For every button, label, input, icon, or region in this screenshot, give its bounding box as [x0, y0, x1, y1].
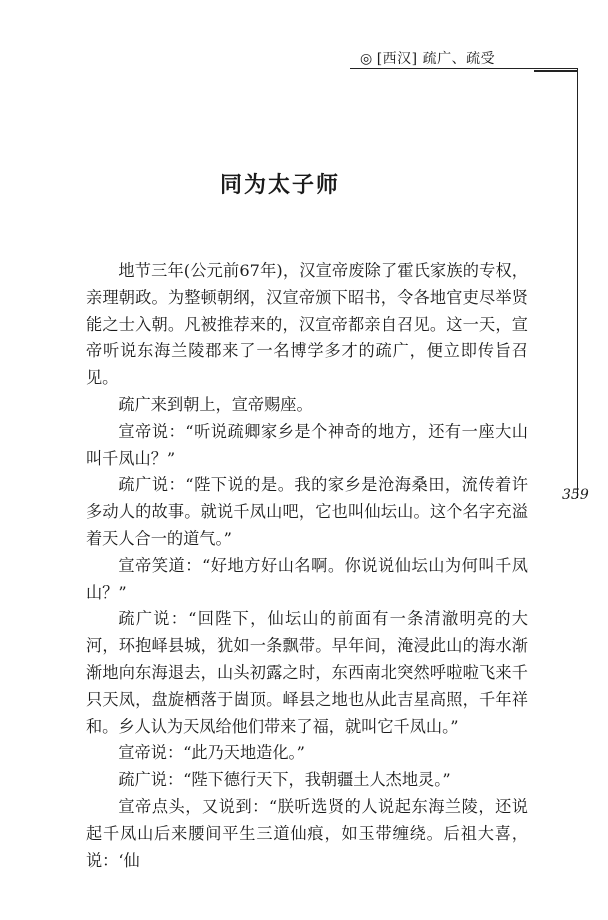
header-rule	[350, 68, 578, 69]
paragraph: 宣帝笑道：“好地方好山名啊。你说说仙坛山为何叫千凤山？”	[86, 555, 528, 602]
header-circle-icon: ◎	[360, 51, 373, 67]
paragraph: 疏广来到朝上，宣帝赐座。	[118, 394, 313, 414]
body-text	[86, 258, 528, 874]
paragraph: 疏广说：“回陛下，仙坛山的前面有一条清澈明亮的大河，环抱峄县城，犹如一条飘带。早年间，淹浸此山的海水渐渐地向东海退去，山头初露之时，东西南北突然呼啦啦飞来千只天凤，盘旋栖落于崮顶。峄县之地也从此吉星高照，千年祥和。乡人认为天凤给他们带来了福，就叫它千凤山。”	[86, 609, 528, 736]
paragraph: 宣帝说：“听说疏卿家乡是个神奇的地方，还有一座大山叫千凤山？”	[86, 421, 528, 468]
running-header	[360, 50, 550, 68]
section-title: 同为太子师	[219, 172, 340, 198]
header-text: [西汉] 疏广、疏受	[376, 51, 496, 67]
paragraph: 地节三年(公元前67年)，汉宣帝废除了霍氏家族的专权，亲理朝政。为整顿朝纲，汉宣帝颁下昭书，令各地官吏尽举贤能之士入朝。凡被推荐来的，汉宣帝都亲自召见。这一天，宣帝听说东海兰陵郡来了一名博学多才的疏广，便立即传旨召见。	[86, 261, 528, 388]
header-rule-accent	[534, 70, 578, 72]
paragraph: 疏广说：“陛下德行天下，我朝疆土人杰地灵。”	[118, 770, 451, 790]
page-number: 359	[562, 487, 589, 503]
paragraph: 宣帝点头，又说到：“朕听选贤的人说起东海兰陵，还说起千凤山后来腰间平生三道仙痕，如玉带缠绕。后祖大喜，说：‘仙	[86, 796, 528, 870]
side-rule	[577, 68, 578, 498]
paragraph: 宣帝说：“此乃天地造化。”	[118, 743, 305, 763]
paragraph: 疏广说：“陛下说的是。我的家乡是沧海桑田，流传着许多动人的故事。就说千凤山吧，它也叫仙坛山。这个名字充溢着天人合一的道气。”	[86, 475, 528, 548]
